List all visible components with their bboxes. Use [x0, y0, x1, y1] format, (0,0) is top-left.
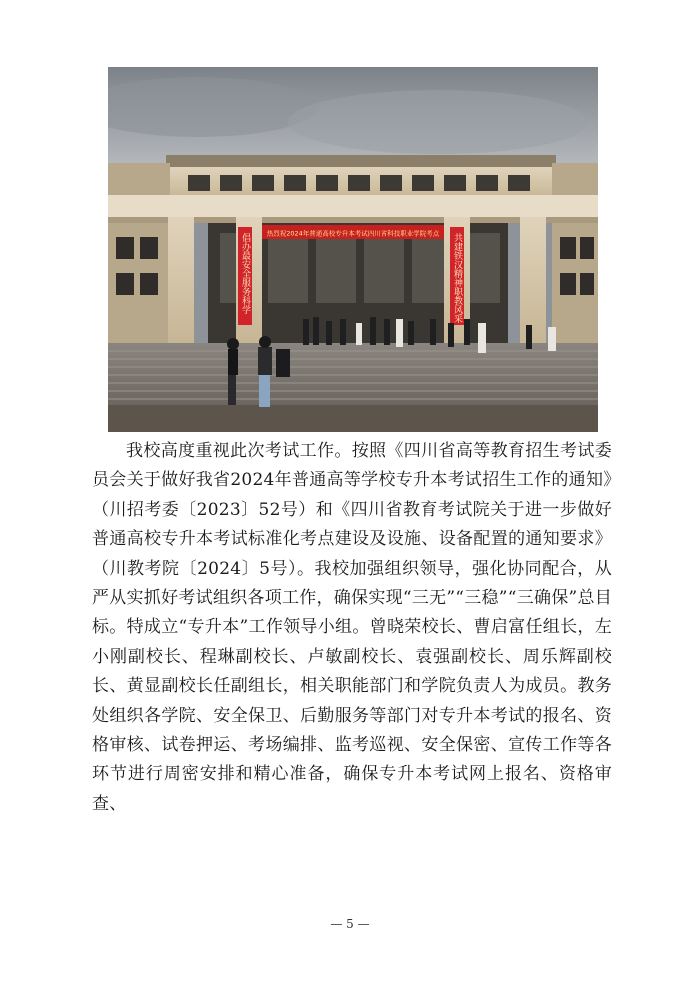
page-number: — 5 — — [330, 917, 370, 931]
body-text — [92, 437, 612, 819]
body-paragraph: 我校高度重视此次考试工作。按照《四川省高等教育招生考试委员会关于做好我省2024年普通高等学校专升本考试招生工作的通知》（川招考委〔2023〕52号）和《四川省教育考试院关于进一步做好普通高校专升本考试标准化考点建设及设施、设备配置的通知要求》（川教考院〔2024〕5号）。我校加强组织领导，强化协同配合，从严从实抓好考试组织各项工作，确保实现“三无”“三稳”“三确保”总目标。特成立“专升本”工作领导小组。曾晓荣校长、曹启富任组长，左小刚副校长、程琳副校长、卢敏副校长、袁强副校长、周乐辉副校长、黄显副校长任副组长，相关职能部门和学院负责人为成员。教务处组织各学院、安全保卫、后勤服务等部门对专升本考试的报名、资格审核、试卷押运、考场编排、监考巡视、安全保密、宣传工作等各环节进行周密安排和精心准备，确保专升本考试网上报名、资格审查、 — [92, 441, 612, 814]
exam-building-photo — [108, 67, 598, 432]
svg-text:倡办最安全服务科学: 倡办最安全服务科学 — [240, 233, 250, 314]
svg-text:热烈祝2024年普通高校专升本考试四川省科技职业学院考点: 热烈祝2024年普通高校专升本考试四川省科技职业学院考点 — [266, 229, 440, 238]
svg-text:共建铁汉精神职教风采: 共建铁汉精神职教风采 — [452, 233, 462, 323]
